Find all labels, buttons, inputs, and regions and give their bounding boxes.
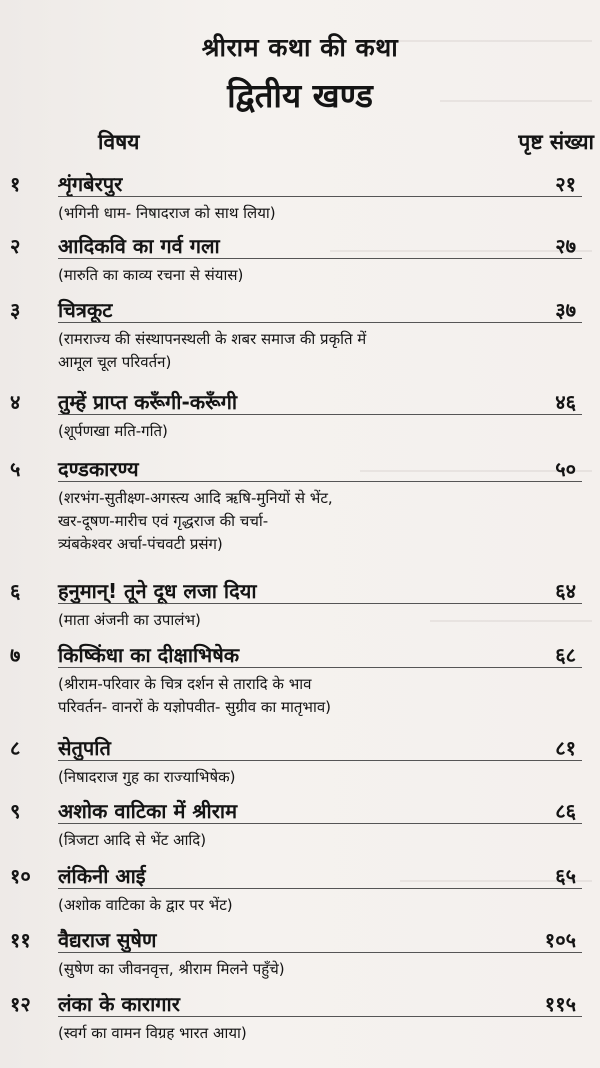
entry-title: लंका के कारागार xyxy=(58,992,180,1016)
entry-page: ६५ xyxy=(555,864,576,888)
entry-number: ४ xyxy=(10,390,21,414)
entry-page: ३७ xyxy=(555,298,576,322)
entry-page: २१ xyxy=(555,172,576,196)
entry-title: चित्रकूट xyxy=(58,298,113,322)
entry-divider xyxy=(58,603,582,604)
entry-subtitle: (शरभंग-सुतीक्ष्ण-अगस्त्य आदि ऋषि-मुनियों से भेंट, खर-दूषण-मारीच एवं गृद्धराज की चर्चा- त्र्यंबकेश्वर अर्चा-पंचवटी प्रसंग) xyxy=(58,489,333,553)
book-title: श्रीराम कथा की कथा xyxy=(201,33,399,62)
entry-title: दण्डकारण्य xyxy=(58,457,139,481)
entry-divider xyxy=(58,823,582,824)
entry-page: ५० xyxy=(555,457,576,481)
entry-number: ६ xyxy=(10,579,21,603)
entry-subtitle: (त्रिजटा आदि से भेंट आदि) xyxy=(58,831,207,849)
entry-subtitle: (स्वर्ग का वामन विग्रह भारत आया) xyxy=(58,1024,247,1042)
entry-page: ११५ xyxy=(544,992,576,1016)
entry-title: हनुमान्! तूने दूध लजा दिया xyxy=(58,579,257,603)
entry-page: ६४ xyxy=(555,579,576,603)
entry-divider xyxy=(58,667,582,668)
entry-subtitle: (अशोक वाटिका के द्वार पर भेंट) xyxy=(58,896,233,914)
entry-subtitle: (श्रीराम-परिवार के चित्र दर्शन से तारादि के भाव परिवर्तन- वानरों के यज्ञोपवीत- सुग्रीव का मातृभाव) xyxy=(58,675,332,716)
entry-subtitle: (मारुति का काव्य रचना से संयास) xyxy=(58,266,244,284)
column-header-page: पृष्ट संख्या xyxy=(518,130,594,154)
entry-title: सेतुपति xyxy=(58,736,111,760)
entry-title: वैद्यराज सुषेण xyxy=(58,928,157,952)
entry-number: ११ xyxy=(10,928,31,952)
entry-subtitle: (माता अंजनी का उपालंभ) xyxy=(58,611,201,629)
entry-divider xyxy=(58,952,582,953)
entry-number: २ xyxy=(10,234,21,258)
entry-subtitle: (सुषेण का जीवनवृत्त, श्रीराम मिलने पहुँचे) xyxy=(58,960,285,978)
entry-divider xyxy=(58,414,582,415)
entry-number: ५ xyxy=(10,457,21,481)
entry-title: लंकिनी आई xyxy=(58,864,146,888)
entry-number: ३ xyxy=(10,298,21,322)
column-header-subject: विषय xyxy=(98,130,140,154)
entry-title: किष्किंधा का दीक्षाभिषेक xyxy=(58,643,240,667)
entry-title: अशोक वाटिका में श्रीराम xyxy=(58,799,238,823)
entry-subtitle: (निषादराज गुह का राज्याभिषेक) xyxy=(58,768,236,786)
entry-title: शृंगबेरपुर xyxy=(58,172,123,196)
entry-number: ९ xyxy=(10,799,21,823)
entry-number: १ xyxy=(10,172,21,196)
entry-title: आदिकवि का गर्व गला xyxy=(58,234,220,258)
section-title: द्वितीय खण्ड xyxy=(227,76,373,115)
entry-number: १० xyxy=(10,864,31,888)
entry-page: ८१ xyxy=(555,736,576,760)
entry-page: १०५ xyxy=(544,928,576,952)
entry-number: १२ xyxy=(10,992,31,1016)
entry-page: ६८ xyxy=(555,643,576,667)
entry-page: २७ xyxy=(555,234,576,258)
entry-page: ४६ xyxy=(555,390,576,414)
entry-divider xyxy=(58,481,582,482)
entry-subtitle: (शूर्पणखा मति-गति) xyxy=(58,422,168,440)
entry-subtitle: (भगिनी धाम- निषादराज को साथ लिया) xyxy=(58,204,276,222)
entry-page: ८६ xyxy=(555,799,576,823)
entry-divider xyxy=(58,258,582,259)
entry-number: ८ xyxy=(10,736,21,760)
entry-subtitle: (रामराज्य की संस्थापनस्थली के शबर समाज की प्रकृति में आमूल चूल परिवर्तन) xyxy=(58,330,367,371)
entry-divider xyxy=(58,1016,582,1017)
entry-divider xyxy=(58,322,582,323)
entry-title: तुम्हें प्राप्त करूँगी-करूँगी xyxy=(58,390,238,414)
entry-divider xyxy=(58,196,582,197)
entry-number: ७ xyxy=(10,643,21,667)
entry-divider xyxy=(58,888,582,889)
entry-divider xyxy=(58,760,582,761)
